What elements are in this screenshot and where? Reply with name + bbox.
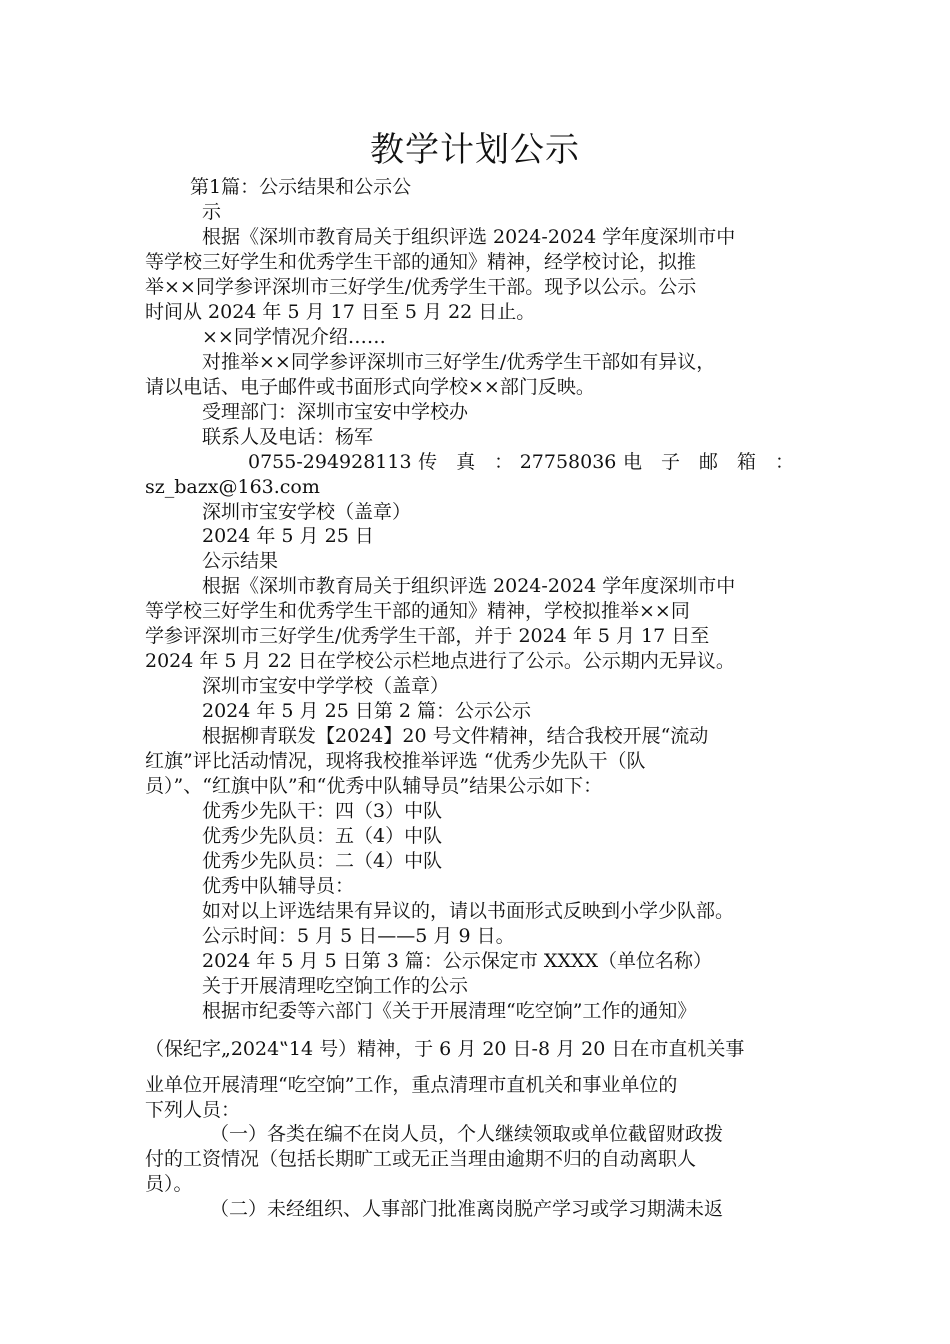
- paragraph-line: 优秀少先队员：五（4）中队: [202, 825, 443, 847]
- contact-row: [248, 450, 794, 474]
- paragraph-line: 红旗”评比活动情况，现将我校推举评选 “优秀少先队干（队: [145, 750, 646, 772]
- email-label: 电 子 邮 箱 ：: [622, 451, 794, 473]
- paragraph-line: （一）各类在编不在岗人员，个人继续领取或单位截留财政拨: [210, 1123, 724, 1145]
- paragraph-line: 公示时间：5 月 5 日——5 月 9 日。: [202, 925, 515, 947]
- email-address: sz_bazx@163.com: [145, 476, 320, 498]
- paragraph-line: （二）未经组织、人事部门批准离岗脱产学习或学习期满未返: [210, 1198, 724, 1220]
- paragraph-line: 2024 年 5 月 25 日: [202, 525, 374, 547]
- paragraph-line: 优秀少先队员：二（4）中队: [202, 850, 443, 872]
- paragraph-line: 优秀中队辅导员：: [202, 875, 355, 897]
- paragraph-line: 根据市纪委等六部门《关于开展清理“吃空饷”工作的通知》: [202, 1000, 697, 1022]
- paragraph-line: 示: [202, 201, 222, 223]
- paragraph-line: 根据柳青联发【2024】20 号文件精神，结合我校开展“流动: [202, 725, 709, 747]
- paragraph-line: 举××同学参评深圳市三好学生/优秀学生干部。现予以公示。公示: [145, 276, 697, 298]
- fax-label: 传 真 ：: [418, 451, 514, 473]
- paragraph-line: 付的工资情况（包括长期旷工或无正当理由逾期不归的自动离职人: [145, 1148, 697, 1170]
- paragraph-line: 学参评深圳市三好学生/优秀学生干部，并于 2024 年 5 月 17 日至: [145, 625, 710, 647]
- page-title: 教学计划公示: [370, 130, 580, 170]
- paragraph-line: 等学校三好学生和优秀学生干部的通知》精神，学校拟推举××同: [145, 600, 690, 622]
- paragraph-line: 联系人及电话：杨军: [202, 426, 374, 448]
- paragraph-line: 2024 年 5 月 5 日第 3 篇：公示保定市 XXXX（单位名称）: [202, 950, 713, 972]
- paragraph-line: 员）”、“红旗中队”和“优秀中队辅导员”结果公示如下：: [145, 775, 603, 797]
- paragraph-line: ××同学情况介绍……: [202, 326, 386, 348]
- paragraph-line: 下列人员：: [145, 1099, 241, 1121]
- fax-number: 27758036: [519, 451, 617, 473]
- paragraph-line: 对推举××同学参评深圳市三好学生/优秀学生干部如有异议，: [202, 351, 716, 373]
- section-heading-1: 第1篇：公示结果和公示公: [190, 176, 412, 198]
- paragraph-line: 根据《深圳市教育局关于组织评选 2024-2024 学年度深圳市中: [202, 575, 736, 597]
- paragraph-line: 业单位开展清理“吃空饷”工作，重点清理市直机关和事业单位的: [145, 1074, 678, 1096]
- paragraph-line: 优秀少先队干：四（3）中队: [202, 800, 443, 822]
- paragraph-line: 2024 年 5 月 22 日在学校公示栏地点进行了公示。公示期内无异议。: [145, 650, 735, 672]
- paragraph-line: 深圳市宝安学校（盖章）: [202, 501, 412, 523]
- paragraph-line: 如对以上评选结果有异议的，请以书面形式反映到小学少队部。: [202, 900, 735, 922]
- paragraph-line: 时间从 2024 年 5 月 17 日至 5 月 22 日止。: [145, 301, 536, 323]
- phone-number: 0755-294928113: [248, 451, 412, 473]
- paragraph-line: 2024 年 5 月 25 日第 2 篇：公示公示: [202, 700, 531, 722]
- paragraph-line: 根据《深圳市教育局关于组织评选 2024-2024 学年度深圳市中: [202, 226, 736, 248]
- paragraph-line: 员）。: [145, 1173, 193, 1195]
- paragraph-line: （保纪字„2024‟14 号）精神，于 6 月 20 日-8 月 20 日在市直机关事: [145, 1038, 745, 1060]
- paragraph-line: 等学校三好学生和优秀学生干部的通知》精神，经学校讨论，拟推: [145, 251, 697, 273]
- paragraph-line: 公示结果: [202, 550, 279, 572]
- paragraph-line: 关于开展清理吃空饷工作的公示: [202, 975, 469, 997]
- paragraph-line: 受理部门：深圳市宝安中学校办: [202, 401, 469, 423]
- paragraph-line: 请以电话、电子邮件或书面形式向学校××部门反映。: [145, 376, 595, 398]
- paragraph-line: 深圳市宝安中学学校（盖章）: [202, 675, 450, 697]
